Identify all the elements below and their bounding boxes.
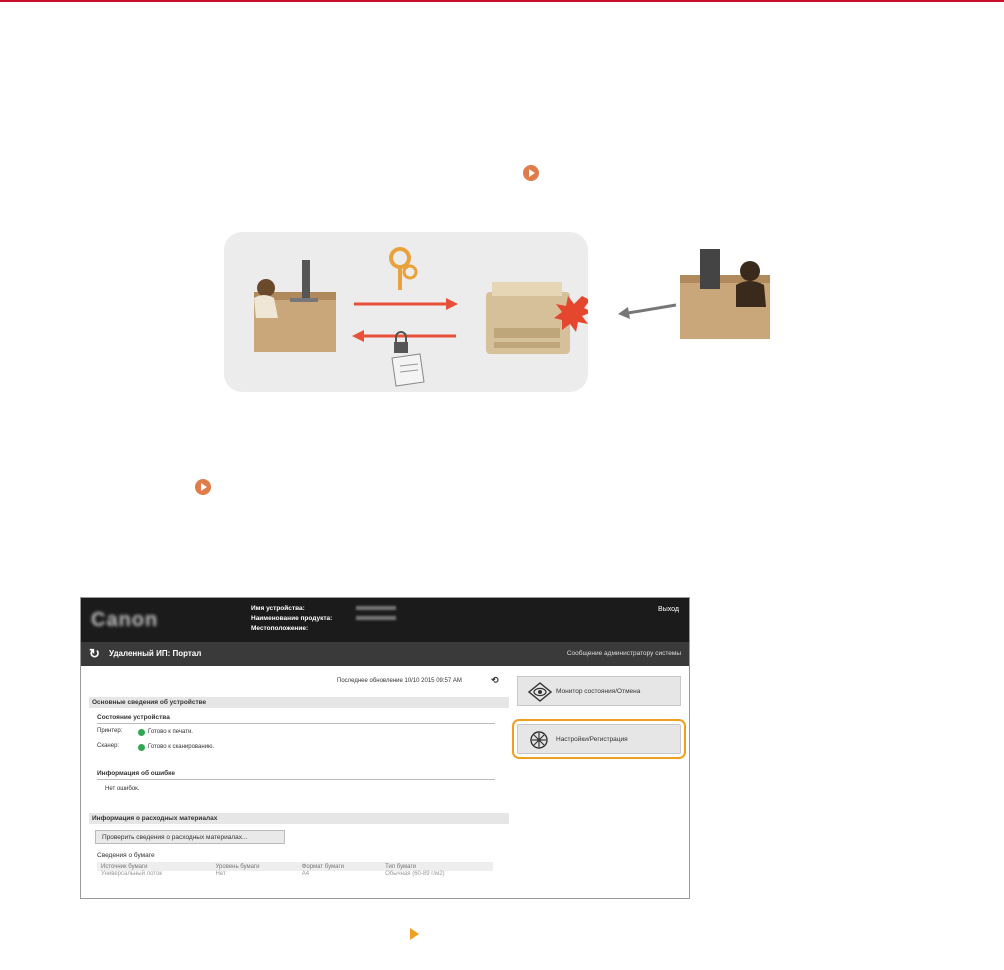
device-info	[251, 604, 332, 634]
table-cell: Обычная (60-89 г/м2)	[385, 871, 445, 877]
scanner-status: Готово к сканированию.	[148, 744, 215, 750]
printer-status-icon	[138, 729, 145, 736]
printer-status: Готово к печати.	[148, 729, 193, 735]
attacker-illustration	[600, 245, 780, 385]
error-info-heading: Информация об ошибке	[97, 770, 176, 777]
ui-header	[81, 598, 689, 642]
paper-info-heading: Сведения о бумаге	[97, 852, 155, 859]
divider	[97, 779, 495, 780]
table-header-row	[97, 862, 493, 871]
attacker-icon	[680, 249, 770, 339]
admin-message-link[interactable]: Сообщение администратору системы	[566, 650, 681, 657]
status-monitor-label: Монитор состояния/Отмена	[556, 688, 641, 695]
settings-gear-icon	[528, 730, 550, 750]
product-name-label: Наименование продукта:	[251, 615, 333, 622]
product-name-value	[356, 616, 396, 620]
basic-info-section: Основные сведения об устройстве	[89, 697, 509, 708]
table-cell: Универсальный лоток	[101, 871, 163, 877]
column-header: Источник бумаги	[97, 862, 212, 871]
consumables-section: Информация о расходных материалах	[89, 813, 509, 824]
table-cell: Нет	[215, 871, 226, 877]
settings-registration-label: Настройки/Регистрация	[556, 736, 628, 743]
remote-ui-logo-icon: ↻	[89, 646, 100, 661]
key-icon	[391, 249, 416, 290]
column-header: Формат бумаги	[298, 862, 381, 871]
secure-communication-illustration	[224, 232, 588, 392]
logout-link[interactable]: Выход	[658, 606, 679, 613]
brand-logo: Canon	[91, 609, 159, 631]
link-arrow-icon[interactable]	[195, 479, 211, 495]
check-consumables-button[interactable]: Проверить сведения о расходных материалах...	[95, 830, 285, 844]
no-errors-text: Нет ошибок.	[105, 786, 140, 792]
divider	[97, 723, 495, 724]
scanner-label: Сканер:	[97, 743, 120, 749]
last-updated: Последнее обновление 10/10 2015 09:57 AM	[337, 678, 462, 684]
remote-ui-screenshot	[80, 597, 690, 899]
table-row	[97, 871, 493, 887]
scanner-status-icon	[138, 744, 145, 751]
ui-navbar	[81, 642, 689, 666]
status-monitor-button[interactable]	[517, 676, 681, 706]
refresh-icon[interactable]: ⟲	[491, 675, 499, 685]
eye-icon	[528, 682, 552, 702]
document-icon	[392, 354, 424, 386]
device-status-heading: Состояние устройства	[97, 714, 170, 721]
printer-label: Принтер:	[97, 728, 123, 734]
column-header: Тип бумаги	[381, 862, 493, 871]
paper-table	[97, 862, 493, 887]
portal-title: Удаленный ИП: Портал	[109, 649, 202, 658]
link-arrow-icon[interactable]	[523, 165, 539, 181]
user-icon	[254, 260, 336, 352]
location-label: Местоположение:	[251, 625, 309, 632]
settings-registration-button[interactable]	[517, 724, 681, 754]
device-name-label: Имя устройства:	[251, 605, 305, 612]
column-header: Уровень бумаги	[212, 862, 298, 871]
table-cell: A4	[301, 871, 310, 877]
next-arrow-icon[interactable]	[410, 928, 419, 940]
top-divider	[0, 0, 1004, 2]
device-name-value	[356, 606, 396, 610]
